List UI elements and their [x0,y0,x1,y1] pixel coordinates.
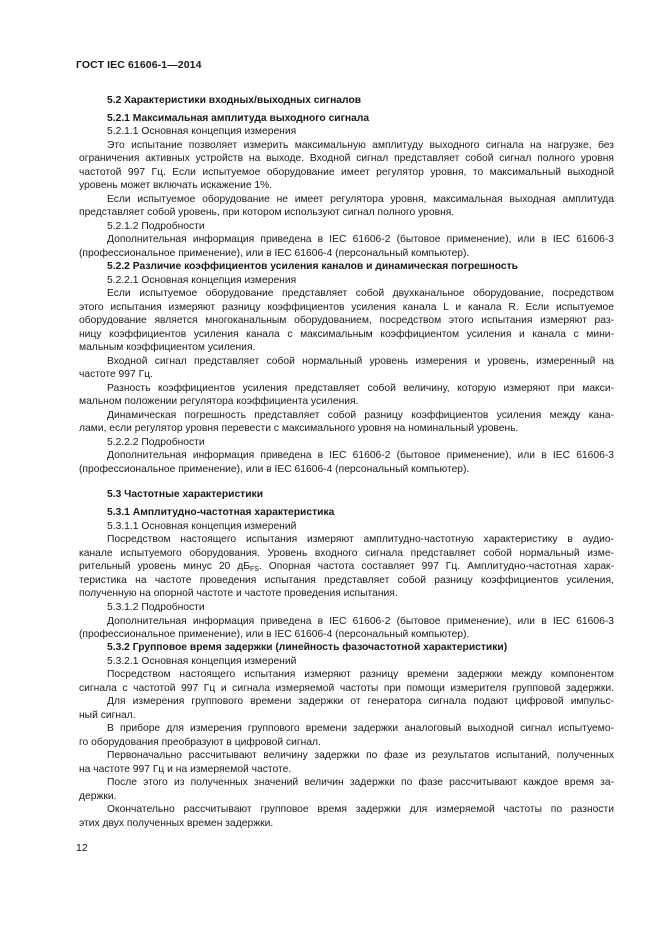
text-line: ный сигнал. [79,710,136,721]
text-line: мальным коэффициентом усиления. [79,342,256,353]
text-line: этого испытания измеряют разницу коэффициентов усиления канала L и канала R. Если испытуемое [79,302,614,313]
text-line: 5.2.2.1 Основная концепция измерения [107,275,297,286]
text-line: Первоначально рассчитывают величину задержки по фазе из результатов испытаний, полученных [107,750,614,761]
text-line: Дополнительная информация приведена в IEC 61606-2 (бытовое применение), или в IEC 61606-3 [107,450,614,461]
section-heading: 5.2.1 Максимальная амплитуда выходного сигнала [107,113,370,124]
text-line: лами, если регулятор уровня перевести с максимального уровня на номинальный уровень. [79,423,519,434]
text-line: Если испытуемое оборудование представляет собой двухканальное оборудование, посредством [107,288,614,299]
text-line: Для измерения группового времени задержки от генератора сигнала подают цифровой импульс- [107,696,614,707]
text-line: полученную на опорной частоте и частоте проведения испытания. [79,588,398,599]
section-heading: 5.3.2 Групповое время задержки (линейность фазочастотной характеристики) [107,642,508,653]
text-line: рительный уровень минус 20 $дБ_{FS}$. Опорная частота составляет 997 Гц. Амплитудно-частотная харак- [79,561,614,573]
text-line: Разность коэффициентов усиления представляет собой величину, которую измеряют при макси- [107,383,614,394]
section-heading: 5.2.2 Различие коэффициентов усиления каналов и динамическая погрешность [107,261,518,272]
text-line: После этого из полученных значений величин задержки по фазе рассчитывают каждое время за- [107,777,614,788]
text-line: 5.2.2.2 Подробности [107,437,205,448]
text-line: В приборе для измерения группового времени задержки аналоговый выходной сигнал испытуемо- [107,723,614,734]
text-line: 5.2.1.2 Подробности [107,221,205,232]
text-line: Дополнительная информация приведена в IEC 61606-2 (бытовое применение), или в IEC 61606-3 [107,616,614,627]
text-line: Дополнительная информация приведена в IEC 61606-2 (бытовое применение), или в IEC 61606-3 [107,234,614,245]
text-line: канале испытуемого оборудования. Уровень входного сигнала представляет собой нормальный изме- [79,548,614,559]
text-line: 5.3.1.1 Основная концепция измерений [107,521,297,532]
text-line: Это испытание позволяет измерить максимальную амплитуду выходного сигнала на нагрузке, без [107,140,614,151]
text-line: оборудование является многоканальным оборудованием, посредством этого испытания измеряют раз- [79,315,614,326]
text-line: Посредством настоящего испытания измеряют разницу времени задержки между компонентом [107,669,614,680]
text-line: мальном положении регулятора коэффициента усиления. [79,396,359,407]
text-line: (профессиональное применение), или в IEC 61606-4 (персональный компьютер). [79,464,470,475]
text-line: го оборудования преобразуют в цифровой сигнал. [79,737,321,748]
text-line: частотой 997 Гц. Если испытуемое оборудование имеет регулятор уровня, то максимальный выходной [79,167,614,178]
text-line: (профессиональное применение), или в IEC 61606-4 (персональный компьютер). [79,629,470,640]
text-line: Динамическая погрешность представляет собой разницу коэффициентов усиления между кана- [107,410,614,421]
text-line: уровень может включать искажение 1%. [79,180,273,191]
section-heading: 5.3 Частотные характеристики [107,489,264,500]
text-line: представляет собой уровень, при котором используют сигнал полного уровня. [79,207,455,218]
text-line: этих двух полученных времен задержки. [79,818,274,829]
page-number: 12 [76,842,88,854]
text-line: частоте 997 Гц. [79,369,153,380]
text-line: сигнала с частотой 997 Гц и сигнала измеряемой частоты при помощи измерителя групповой задержки. [79,683,614,694]
text-line: Посредством настоящего испытания измеряют амплитудно-частотную характеристику в аудио- [107,534,614,545]
document-header: ГОСТ IEC 61606-1—2014 [76,59,202,71]
text-line: Окончательно рассчитывают групповое время задержки для измеряемой частоты по разности [107,804,614,815]
section-heading: 5.3.1 Амплитудно-частотная характеристика [107,507,335,518]
text-line: ограничения активных устройств на выходе. Входной сигнал представляет собой сигнал полного уровня [79,153,614,164]
text-line: 5.3.2.1 Основная концепция измерений [107,656,297,667]
section-heading: 5.2 Характеристики входных/выходных сигналов [107,95,362,106]
text-line: теристика на частоте проведения испытания представляет собой разницу коэффициентов усиления, [79,575,614,586]
text-line: Входной сигнал представляет собой нормальный уровень измерения и уровень, измеренный на [107,356,614,367]
text-line: Если испытуемое оборудование не имеет регулятора уровня, максимальная выходная амплитуда [107,194,614,205]
text-line: 5.3.1.2 Подробности [107,602,205,613]
text-line: держки. [79,791,117,802]
text-line: на частоте 997 Гц и на измеряемой частоте. [79,764,292,775]
text-line: 5.2.1.1 Основная концепция измерения [107,126,297,137]
text-line: (профессиональное применение), или в IEC 61606-4 (персональный компьютер). [79,248,470,259]
text-line: ницу коэффициентов усиления канала с максимальным коэффициентом усиления и канала с мини- [79,329,614,340]
